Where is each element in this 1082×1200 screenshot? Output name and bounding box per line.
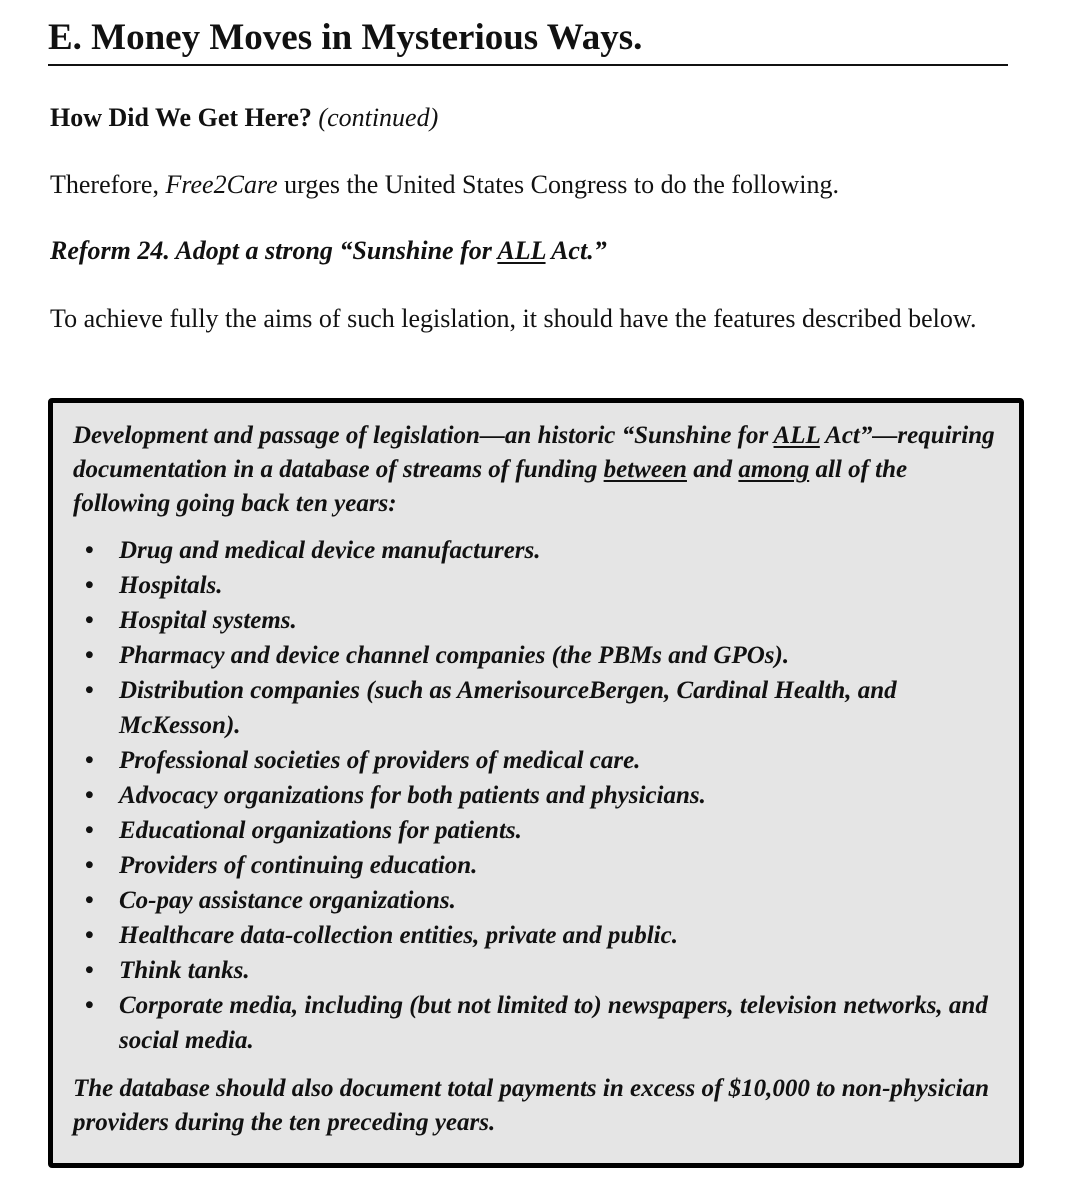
paragraph-therefore-before: Therefore, (50, 170, 166, 199)
bullet-icon: • (85, 887, 94, 914)
organization-name: Free2Care (165, 170, 278, 199)
subheading (50, 100, 438, 136)
list-item-text: Healthcare data-collection entities, private and public. (119, 922, 678, 949)
bullet-icon: • (85, 782, 94, 809)
list-item (73, 638, 1003, 673)
bullet-icon: • (85, 992, 94, 1019)
list-item-text: Think tanks. (119, 957, 250, 984)
box-intro-underline-all: ALL (773, 422, 820, 449)
box-intro-part2: Act”—requiring documentation in a database of streams of funding (73, 422, 995, 483)
bullet-icon: • (85, 957, 94, 984)
bullet-icon: • (85, 852, 94, 879)
list-item (73, 778, 1003, 813)
bullet-icon: • (85, 642, 94, 669)
subheading-bold: How Did We Get Here? (50, 103, 312, 132)
list-item-text: Providers of continuing education. (119, 852, 478, 879)
bullet-icon: • (85, 677, 94, 704)
reform-title-underline: ALL (497, 236, 546, 265)
bullet-icon: • (85, 817, 94, 844)
list-item (73, 848, 1003, 883)
subheading-italic: (continued) (318, 103, 439, 132)
paragraph-therefore-after: urges the United States Congress to do the following. (277, 170, 839, 199)
box-intro-underline-between: between (603, 456, 687, 483)
box-intro-part3: and (686, 456, 739, 483)
box-closing: The database should also document total payments in excess of $10,000 to non-physician providers during the ten preceding years. (73, 1075, 990, 1136)
list-item (73, 988, 1003, 1058)
list-item (73, 533, 1003, 568)
list-item (73, 743, 1003, 778)
list-item-text: Co-pay assistance organizations. (119, 887, 456, 914)
legislation-box (48, 398, 1024, 1168)
list-item-text: Professional societies of providers of medical care. (119, 747, 641, 774)
reform-title-after: Act.” (545, 236, 607, 265)
list-item-text: Pharmacy and device channel companies (the PBMs and GPOs). (119, 642, 790, 669)
list-item-text: Educational organizations for patients. (119, 817, 522, 844)
list-item (73, 813, 1003, 848)
list-item (73, 883, 1003, 918)
box-intro-part1: Development and passage of legislation—an historic “Sunshine for (73, 422, 774, 449)
list-item-text: Distribution companies (such as AmerisourceBergen, Cardinal Health, and McKesson). (119, 677, 897, 739)
list-item (73, 673, 1003, 743)
list-item-text: Drug and medical device manufacturers. (119, 537, 541, 564)
list-item (73, 603, 1003, 638)
reform-title (50, 234, 1020, 268)
entity-list (73, 533, 1003, 1058)
reform-title-before: Reform 24. Adopt a strong “Sunshine for (50, 236, 498, 265)
legislation-box-content (73, 419, 1003, 1140)
bullet-icon: • (85, 572, 94, 599)
box-intro-part4: all of the following going back ten years: (73, 456, 908, 517)
section-heading: E. Money Moves in Mysterious Ways. (48, 14, 1008, 66)
bullet-icon: • (85, 537, 94, 564)
bullet-icon: • (85, 922, 94, 949)
list-item-text: Hospital systems. (119, 607, 297, 634)
list-item-text: Advocacy organizations for both patients and physicians. (119, 782, 706, 809)
bullet-icon: • (85, 607, 94, 634)
box-intro (73, 419, 1003, 521)
paragraph-therefore (50, 168, 1020, 202)
list-item-text: Corporate media, including (but not limited to) newspapers, television networks, and social media. (119, 992, 988, 1054)
box-intro-underline-among: among (738, 456, 810, 483)
list-item-text: Hospitals. (119, 572, 223, 599)
paragraph-aims: To achieve fully the aims of such legislation, it should have the features described below. (50, 304, 977, 333)
list-item (73, 568, 1003, 603)
bullet-icon: • (85, 747, 94, 774)
list-item (73, 953, 1003, 988)
list-item (73, 918, 1003, 953)
